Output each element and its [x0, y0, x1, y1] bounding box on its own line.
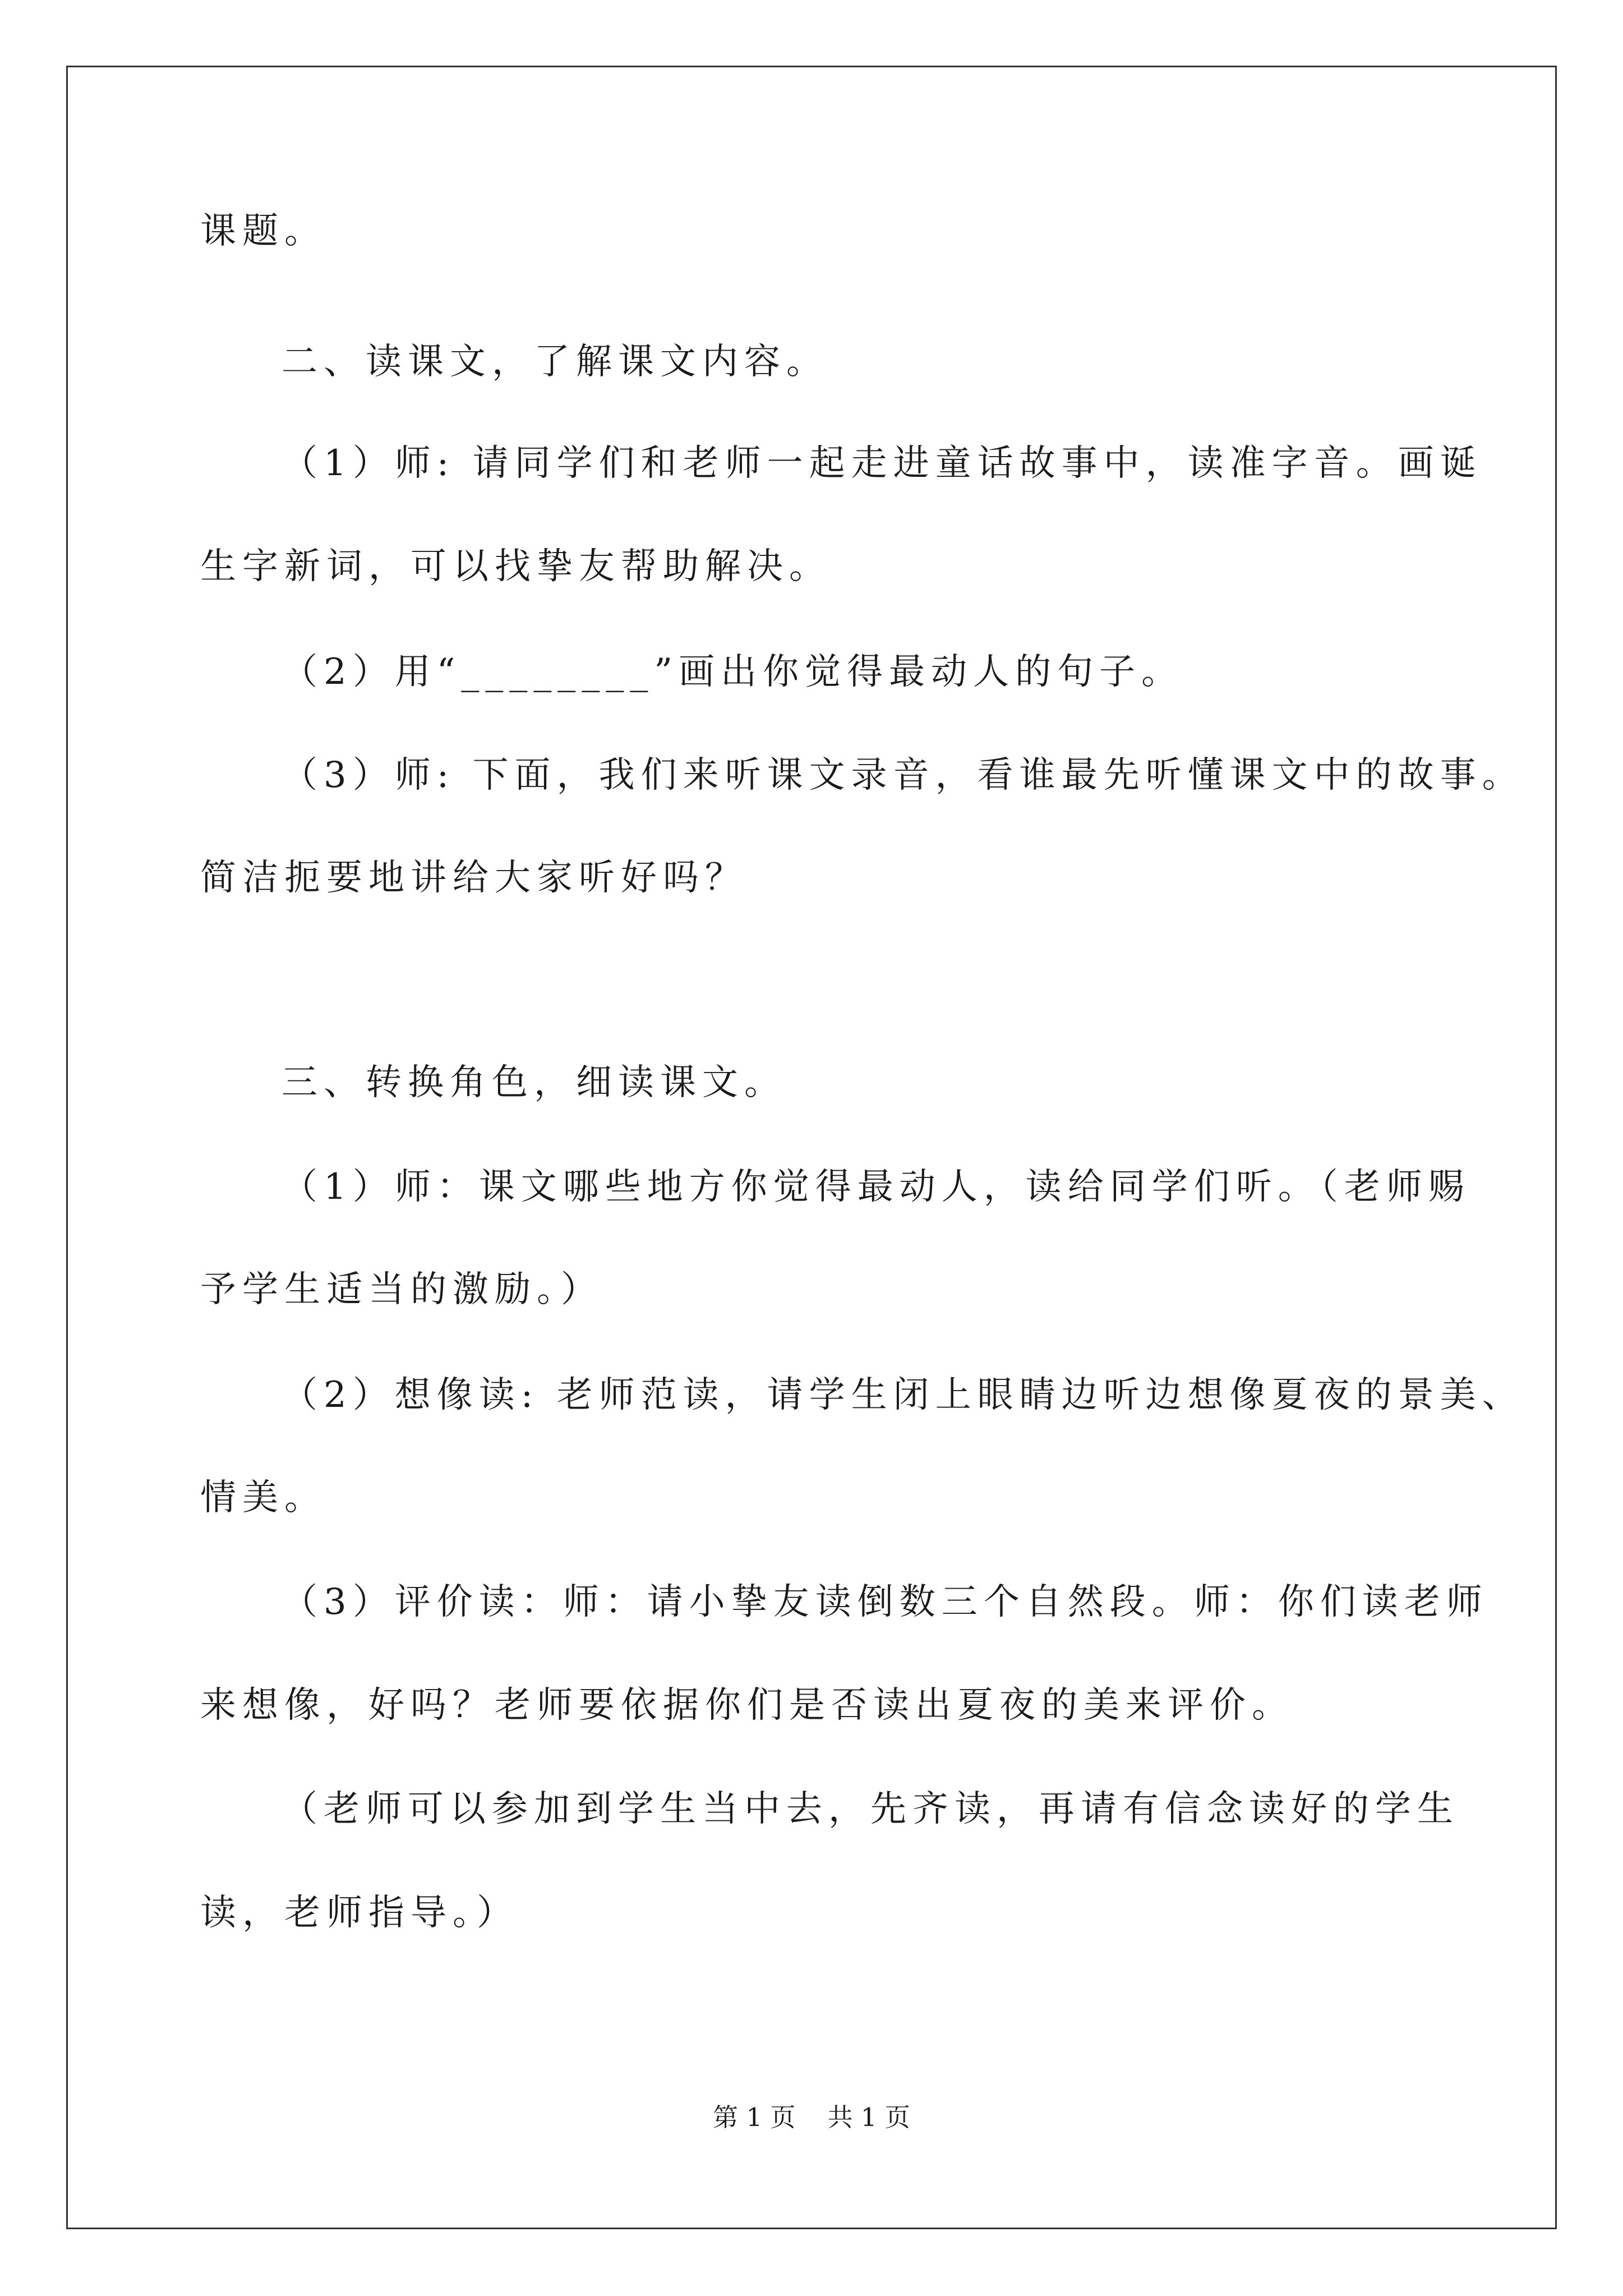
page-number-footer: 第 1 页 共 1 页 [713, 2102, 910, 2132]
text-line: （2）用“________”画出你觉得最动人的句子。 [282, 651, 1184, 693]
text-line: （2）想像读: 老师范读，请学生闭上眼睛边听边想像夏夜的景美、 [282, 1374, 1524, 1416]
text-line: 简洁扼要地讲给大家听好吗？ [200, 857, 747, 899]
text-line: （1）师：课文哪些地方你觉得最动人，读给同学们听。（老师赐 [282, 1166, 1470, 1208]
text-line: （3）评价读：师：请小挚友读倒数三个自然段。师：你们读老师 [282, 1581, 1488, 1623]
text-line: （3）师: 下面，我们来听课文录音，看谁最先听懂课文中的故事。 [282, 754, 1524, 796]
text-line: （1）师: 请同学们和老师一起走进童话故事中，读准字音。画诞 [282, 443, 1482, 484]
text-line: 情美。 [200, 1477, 326, 1519]
text-line: 读，老师指导。） [200, 1892, 519, 1934]
section-heading: 三、转换角色，细读课文。 [282, 1062, 786, 1103]
text-line: 课题。 [200, 210, 326, 252]
text-line: 予学生适当的激励。） [200, 1269, 603, 1310]
text-line: （老师可以参加到学生当中去，先齐读，再请有信念读好的学生 [282, 1788, 1459, 1830]
text-line: 来想像，好吗？老师要依据你们是否读出夏夜的美来评价。 [200, 1685, 1294, 1726]
text-line: 生字新词，可以找挚友帮助解决。 [200, 546, 831, 587]
section-heading: 二、读课文，了解课文内容。 [282, 341, 828, 383]
